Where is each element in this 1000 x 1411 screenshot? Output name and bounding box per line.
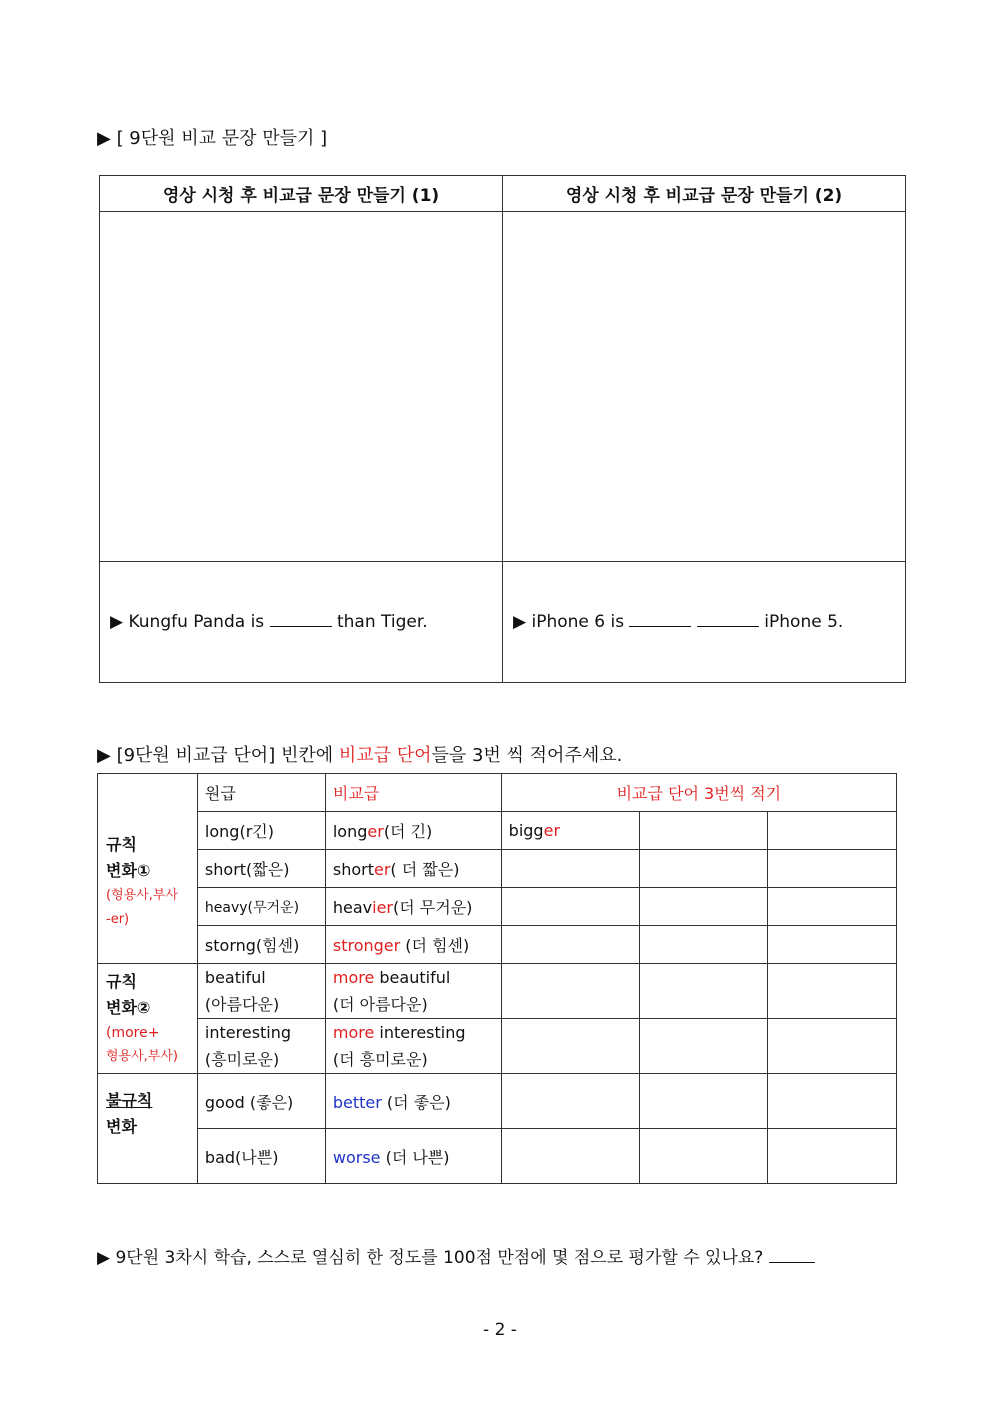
comp-heavier-meaning: (더 무거운) [393, 898, 473, 917]
sentence1-end: than Tiger. [336, 612, 428, 632]
answer-box-2[interactable] [503, 212, 906, 562]
base-strong: storng(힘센) [197, 926, 325, 964]
comp-interesting-meaning: (더 흥미로운) [332, 1050, 428, 1069]
sentence1-start: ▶ Kungfu Panda is [110, 612, 265, 632]
category2-label-a: 규칙 [106, 971, 137, 991]
comp-more-word: more [332, 1023, 375, 1042]
write-cell[interactable] [768, 812, 897, 850]
write-cell[interactable] [639, 850, 768, 888]
write-cell[interactable] [639, 964, 768, 1019]
comp-worse-word: worse [332, 1147, 381, 1167]
base-good: good (좋은) [197, 1074, 325, 1129]
category2-label-b: 변화② [106, 997, 151, 1017]
comparative-word-table [97, 773, 897, 1184]
comp-heavier [325, 888, 501, 926]
write-cell[interactable] [501, 812, 639, 850]
section2-title-highlight: 비교급 단어 [338, 745, 432, 766]
base-interesting-meaning: (흥미로운) [204, 1050, 280, 1069]
comp-worse [325, 1129, 501, 1184]
comp-shorter-meaning: ( 더 짧은) [390, 860, 460, 879]
write-cell[interactable] [639, 1074, 768, 1129]
category-irregular [98, 1074, 198, 1184]
write-cell[interactable] [639, 1129, 768, 1184]
comp-stronger-meaning: (더 힘센) [400, 936, 470, 955]
category1-note-b: -er) [106, 911, 130, 927]
sentence-cell-2 [503, 562, 906, 683]
example-bigger-suffix: er [543, 821, 561, 840]
self-evaluation-text: ▶ 9단원 3차시 학습, 스스로 열심히 한 정도를 100점 만점에 몇 점으로 평가할 수 있나요? [97, 1248, 764, 1268]
base-beautiful-word: beatiful [204, 968, 266, 987]
write-cell[interactable] [501, 964, 639, 1019]
comp-better-meaning: (더 좋은) [381, 1092, 451, 1112]
header-base: 원급 [197, 774, 325, 812]
section1-title: ▶ [ 9단원 비교 문장 만들기 ] [97, 128, 328, 149]
comp-more-interesting [325, 1019, 501, 1074]
base-beautiful [197, 964, 325, 1019]
write-cell[interactable] [768, 926, 897, 964]
write-cell[interactable] [768, 888, 897, 926]
comp-beautiful-word: beautiful [374, 968, 451, 987]
write-cell[interactable] [768, 964, 897, 1019]
base-heavy: heavy(무거운) [197, 888, 325, 926]
comp-heavier-stem: heav [332, 898, 373, 917]
example-bigger-stem: bigg [508, 821, 544, 840]
comparison-sentence-table [99, 175, 906, 683]
sentence-cell-1 [100, 562, 503, 683]
section2-title-end: 들을 3번 씩 적어주세요. [431, 745, 623, 766]
sentence2-blank-1[interactable] [629, 612, 691, 627]
write-cell[interactable] [768, 1074, 897, 1129]
col1-header: 영상 시청 후 비교급 문장 만들기 (1) [100, 176, 503, 212]
write-cell[interactable] [501, 926, 639, 964]
category-regular-er [98, 774, 198, 964]
comp-stronger-word: stronger [332, 936, 401, 955]
col2-header: 영상 시청 후 비교급 문장 만들기 (2) [503, 176, 906, 212]
write-cell[interactable] [768, 1019, 897, 1074]
write-cell[interactable] [501, 1074, 639, 1129]
category2-note-a: (more+ [106, 1024, 160, 1041]
sentence2-blank-2[interactable] [697, 612, 759, 627]
category3-label-b: 변화 [106, 1117, 137, 1136]
comp-better [325, 1074, 501, 1129]
page-number: - 2 - [483, 1320, 517, 1340]
write-cell[interactable] [639, 812, 768, 850]
write-cell[interactable] [768, 1129, 897, 1184]
section2-title [97, 741, 622, 767]
comp-beautiful-meaning: (더 아름다운) [332, 995, 428, 1014]
section2-title-start: ▶ [9단원 비교급 단어] 빈칸에 [97, 745, 339, 766]
comp-longer [325, 812, 501, 850]
sentence2-start: ▶ iPhone 6 is [513, 612, 625, 632]
base-interesting [197, 1019, 325, 1074]
base-long: long(r긴) [197, 812, 325, 850]
score-blank[interactable] [769, 1248, 815, 1263]
comp-worse-meaning: (더 나쁜) [380, 1147, 450, 1167]
write-cell[interactable] [501, 888, 639, 926]
comp-heavier-suffix: ier [372, 898, 393, 917]
comp-more-word: more [332, 968, 375, 987]
comp-interesting-word: interesting [374, 1023, 466, 1042]
header-write-three-times: 비교급 단어 3번씩 적기 [501, 774, 896, 812]
write-cell[interactable] [639, 926, 768, 964]
comp-shorter-stem: short [332, 860, 374, 879]
write-cell[interactable] [501, 1129, 639, 1184]
sentence1-blank[interactable] [270, 612, 332, 627]
self-evaluation-question [97, 1243, 815, 1268]
base-bad: bad(나쁜) [197, 1129, 325, 1184]
comp-longer-suffix: er [367, 822, 384, 841]
comp-longer-stem: long [332, 822, 368, 841]
write-cell[interactable] [768, 850, 897, 888]
base-interesting-word: interesting [204, 1023, 292, 1042]
comp-shorter-suffix: er [373, 860, 391, 879]
comp-longer-meaning: (더 긴) [383, 822, 433, 841]
header-comparative: 비교급 [325, 774, 501, 812]
comp-better-word: better [332, 1092, 382, 1112]
comp-more-beautiful [325, 964, 501, 1019]
category1-label-a: 규칙 [106, 834, 137, 854]
comp-stronger [325, 926, 501, 964]
sentence2-end: iPhone 5. [764, 612, 844, 632]
base-short: short(짧은) [197, 850, 325, 888]
write-cell[interactable] [501, 1019, 639, 1074]
base-beautiful-meaning: (아름다운) [204, 995, 280, 1014]
category1-label-b: 변화① [106, 860, 151, 880]
write-cell[interactable] [639, 888, 768, 926]
category2-note-b: 형용사,부사) [106, 1048, 178, 1064]
write-cell[interactable] [639, 1019, 768, 1074]
answer-box-1[interactable] [100, 212, 503, 562]
category1-note-a: (형용사,부사 [106, 887, 178, 903]
category3-label-a: 불규칙 [106, 1091, 153, 1110]
category-regular-more [98, 964, 198, 1074]
comp-shorter [325, 850, 501, 888]
write-cell[interactable] [501, 850, 639, 888]
